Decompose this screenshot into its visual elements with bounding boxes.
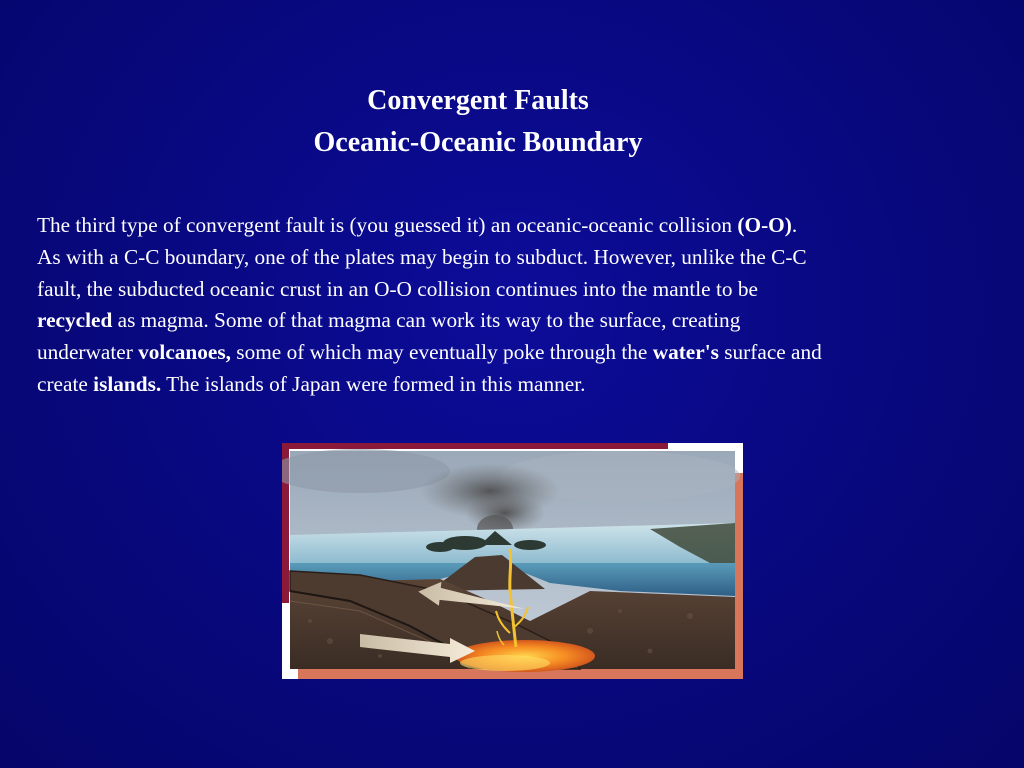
paragraph-line: As with a C-C boundary, one of the plates may begin to subduct. However, unlike the C-C xyxy=(37,244,807,269)
text-run: surface and xyxy=(718,340,822,365)
bold-term-islands: islands. xyxy=(93,371,162,396)
text-run: . xyxy=(791,213,798,237)
slide-subtitle: Oceanic-Oceanic Boundary xyxy=(313,127,643,158)
text-run: underwater xyxy=(37,340,139,365)
bold-term-waters: water's xyxy=(652,340,719,365)
bold-term-volcanoes: volcanoes, xyxy=(138,340,231,365)
paragraph-line xyxy=(37,305,997,337)
paragraph-line: fault, the subducted oceanic crust in an O-O collision continues into the mantle to be xyxy=(37,276,758,301)
body-paragraph xyxy=(37,210,997,401)
slide-title: Convergent Faults xyxy=(367,85,589,116)
text-run: as magma. Some of that magma can work its way to the surface, creating xyxy=(112,308,741,333)
paragraph-line xyxy=(37,369,997,401)
illustration-graphic xyxy=(282,443,743,679)
text-run: create xyxy=(37,371,94,396)
paragraph-line xyxy=(37,337,997,369)
bold-term-oo: (O-O) xyxy=(737,213,792,237)
paragraph-line xyxy=(37,210,997,242)
text-run: The islands of Japan were formed in this manner. xyxy=(161,371,586,396)
text-run: The third type of convergent fault is (you guessed it) an oceanic-oceanic collision xyxy=(37,213,738,237)
bold-term-recycled: recycled xyxy=(37,308,113,333)
subduction-illustration xyxy=(282,443,743,679)
text-run: some of which may eventually poke through the xyxy=(230,340,653,365)
